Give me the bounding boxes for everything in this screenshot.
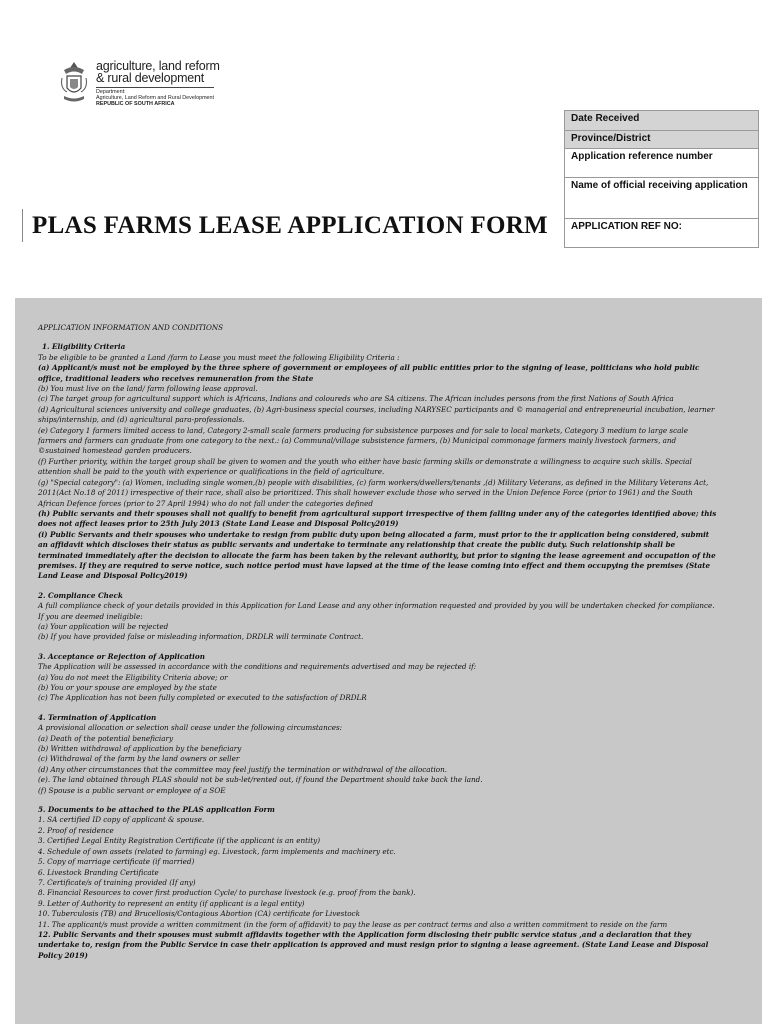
list-item: (e). The land obtained through PLAS should not be sub-let/rented out, if found the Department should take back the land.	[38, 775, 483, 785]
conditions-heading: APPLICATION INFORMATION AND CONDITIONS	[38, 323, 224, 332]
section-title: 3. Acceptance or Rejection of Application	[38, 651, 205, 661]
section-title: 2. Compliance Check	[38, 590, 123, 600]
list-item: (c) The Application has not been fully completed or executed to the satisfaction of DRDLR	[38, 693, 367, 703]
section-text: If you are deemed ineligible:	[38, 611, 143, 621]
section-title: 1. Eligibility Criteria	[42, 342, 126, 352]
section-text: To be eligible to be granted a Land /farm to Lease you must meet the following Eligibility Criteria :	[38, 352, 400, 362]
section-text: The Application will be assessed in accordance with the conditions and requirements advertised and may be rejected if:	[38, 662, 477, 672]
office-row-date-received	[565, 111, 759, 131]
section-title: 5. Documents to be attached to the PLAS application Form	[38, 805, 275, 815]
section-text: A provisional allocation or selection shall cease under the following circumstances:	[38, 723, 343, 733]
list-item: (b) If you have provided false or misleading information, DRDLR will terminate Contract.	[38, 632, 364, 642]
list-item: 8. Financial Resources to cover first production Cycle/ to purchase livestock (e.g. proof from the bank).	[38, 888, 416, 898]
list-item: (b) You or your spouse are employed by the state	[38, 683, 217, 692]
list-item: 1. SA certified ID copy of applicant & spouse.	[38, 815, 205, 825]
list-item: 9. Letter of Authority to represent an entity (if applicant is a legal entity)	[38, 898, 305, 908]
country-name: REPUBLIC OF SOUTH AFRICA	[96, 101, 175, 107]
list-item: (d) Any other circumstances that the committee may feel justify the termination or withdrawal of the allocation.	[38, 764, 447, 774]
office-cell: Name of official receiving application	[565, 178, 759, 219]
list-item: (b) Written withdrawal of application by the beneficiary	[38, 744, 242, 754]
office-cell: Application reference number	[565, 149, 759, 178]
coat-of-arms-icon	[58, 60, 90, 104]
office-row-reference	[565, 149, 759, 178]
department-name-line1: agriculture, land reform	[96, 59, 220, 73]
title-accent-line	[22, 209, 23, 242]
department-name-line2: & rural development	[96, 71, 205, 85]
criterion-i: (i) Public Servants and their spouses who undertake to resign from public duty upon being allocated a farm, must prior to the ir application being considered, submit an affidavit which discloses their status as public servants and undertake to terminate any relationship that create the public duty. Such relationship shall be terminated immediately after the decision to allocate the farm has been taken by the relevant authority, but prior to signing the lease agreement and occupation of the premises. If they are required to serve notice, such notice period must have lapsed at the time of the lease coming into effect and them occupying the premises (State Land Lease and Disposal Policy2019)	[38, 529, 716, 581]
department-label: Department:	[96, 89, 126, 95]
office-use-table	[564, 110, 759, 248]
list-item: 10. Tuberculosis (TB) and Brucellosis/Contagious Abortion (CA) certificate for Livestock	[38, 909, 360, 919]
list-item: 5. Copy of marriage certificate (if married)	[38, 857, 195, 867]
section-title: 4. Termination of Application	[38, 712, 157, 722]
list-item: (c) Withdrawal of the farm by the land owners or seller	[38, 754, 240, 764]
department-logo	[58, 60, 228, 108]
list-item: 6. Livestock Branding Certificate	[38, 867, 159, 877]
office-cell: Date Received	[565, 111, 759, 131]
criterion-d: (d) Agricultural sciences university and college graduates, (b) Agri-business special courses, including NARYSEC participants and © managerial and entrepreneurial incubation, learner ships/internship, and (d) agricultural para-professionals.	[38, 404, 715, 425]
criterion-g: (g) "Special category": (a) Women, including single women,(b) people with disabilities, (c) farm workers/dwellers/tenants ,(d) Military Veterans, as defined in the Military Veterans Act, 2011(Act No.18 of 2011) irrespective of their race, shall also be prioritized. This shall however exclude those who served in the Union Defence Force (prior to 1961) and the South African Defence forces (prior to 27 April 1994) who do not fall under the categories defined	[38, 477, 709, 508]
list-item: 7. Certificate/s of training provided (If any)	[38, 877, 196, 887]
list-item: (a) Your application will be rejected	[38, 621, 169, 631]
list-item: (a) You do not meet the Eligibility Criteria above; or	[38, 672, 228, 682]
office-row-ref-no	[565, 219, 759, 248]
office-row-official	[565, 178, 759, 219]
list-item: 11. The applicant/s must provide a written commitment (in the form of affidavit) to pay the lease as per contract terms and also a written commitment to reside on the farm	[38, 919, 668, 929]
list-item: (a) Death of the potential beneficiary	[38, 733, 174, 743]
criterion-a: (a) Applicant/s must not be employed by the three sphere of government or employees of all public entities prior to the signing of lease, politicians who hold public office, traditional leaders who receives remuneration from the State	[38, 363, 700, 383]
criterion-c: (c) The target group for agricultural support which is Africans, Indians and coloureds who are SA citizens. The African includes persons from the first Nations of South Africa	[38, 394, 674, 404]
office-cell: Province/District	[565, 131, 759, 149]
list-item: 2. Proof of residence	[38, 825, 114, 835]
criterion-f: (f) Further priority, within the target group shall be given to women and the youth who either have basic farming skills or demonstrate a willingness to acquire such skills. Special attention shall be paid to the youth with experience or qualifications in the field of agriculture.	[38, 456, 692, 477]
criterion-e: (e) Category 1 farmers limited access to land, Category 2-small scale farmers producing for subsistence purposes and for sale to local markets, Category 3 medium to large scale farmers and farmers can graduate from one category to the next.: (a) Communal/village subsistence farmers, (b) Municipal commonage farmers mainly livestock farmers, and ©sustained homestead garden producers.	[38, 425, 688, 456]
list-item: 3. Certified Legal Entity Registration Certificate (if the applicant is an entity)	[38, 836, 321, 846]
list-item: (f) Spouse is a public servant or employee of a SOE	[38, 785, 226, 795]
page-title: PLAS FARMS LEASE APPLICATION FORM	[32, 212, 548, 239]
department-name	[96, 60, 220, 84]
department-full-name: Agriculture, Land Reform and Rural Development	[96, 95, 215, 101]
list-item: 12. Public Servants and their spouses must submit affidavits together with the Application form disclosing their public service status ,and a declaration that they undertake to, resign from the Public Service in case their application is approved and must resign prior to signing a lease agreement. (State Land Lease and Disposal Policy 2019)	[38, 929, 709, 960]
logo-divider	[96, 87, 214, 88]
criterion-b: (b) You must live on the land/ farm following lease approval.	[38, 384, 258, 394]
conditions-content	[38, 323, 718, 961]
office-cell: APPLICATION REF NO:	[565, 219, 759, 248]
department-subtitle	[96, 89, 214, 107]
list-item: 4. Schedule of own assets (related to farming) eg. Livestock, farm implements and machinery etc.	[38, 846, 396, 856]
office-row-province	[565, 131, 759, 149]
criterion-h: (h) Public servants and their spouses shall not qualify to benefit from agricultural support irrespective of them falling under any of the categories identified above; this does not affect leases prior to 25th July 2013 (State Land Lease and Disposal Policy2019)	[38, 508, 717, 529]
section-text: A full compliance check of your details provided in this Application for Land Lease and any other information requested and provided by you will be undertaken checked for compliance.	[38, 601, 715, 611]
